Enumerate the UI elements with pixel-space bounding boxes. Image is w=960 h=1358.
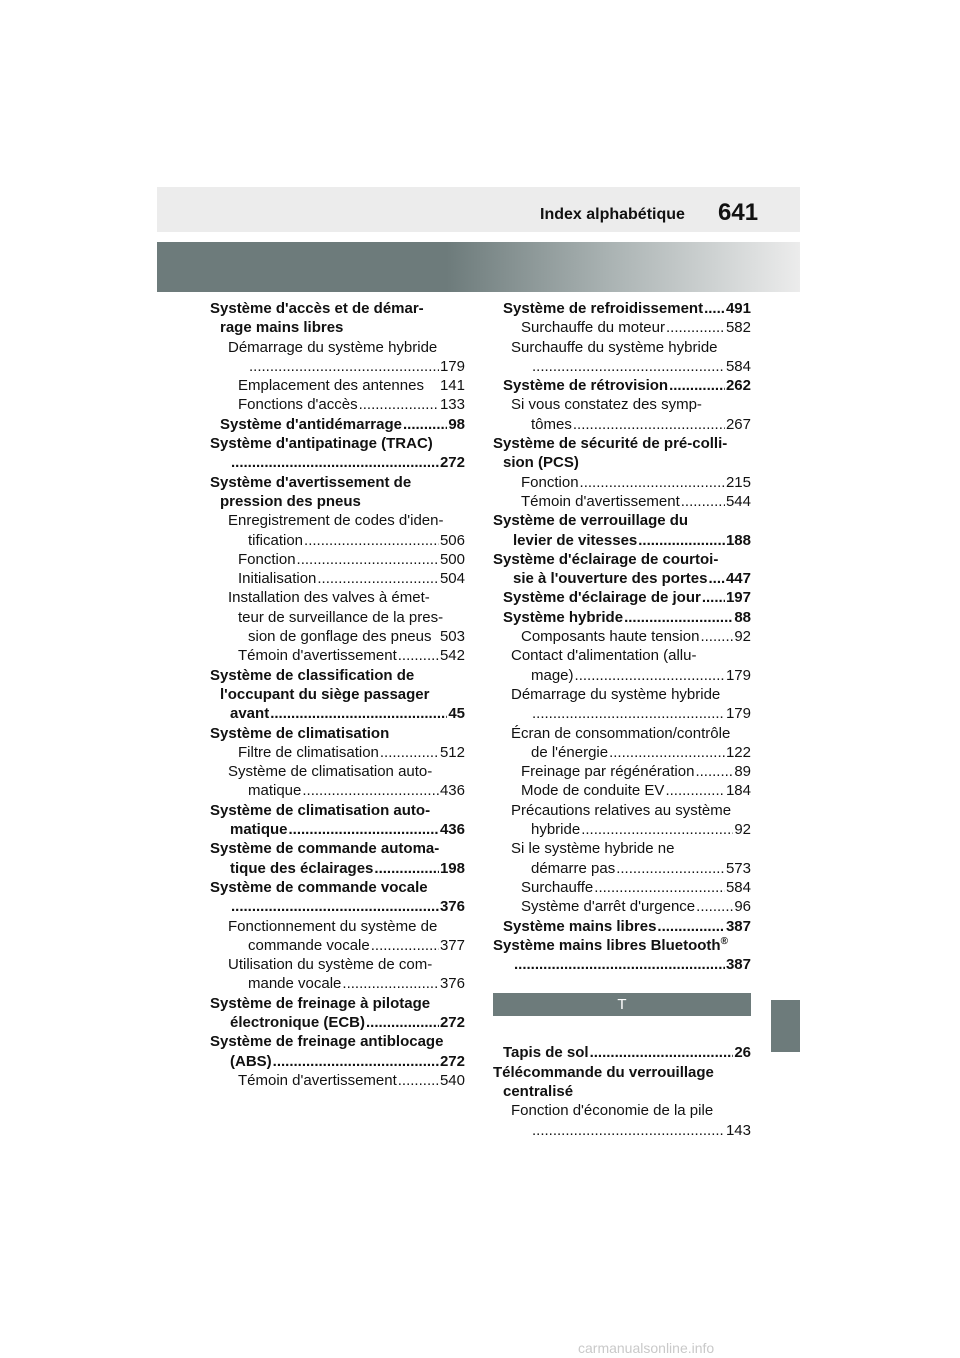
dot-leader	[575, 666, 725, 685]
entry-text: Surchauffe du moteur	[521, 319, 665, 337]
watermark: carmanualsonline.info	[578, 1340, 715, 1356]
index-entry	[210, 1013, 465, 1032]
entry-text: Surchauffe	[521, 878, 594, 896]
index-subentry	[210, 357, 465, 376]
dot-leader	[702, 588, 725, 607]
dot-leader	[573, 415, 725, 434]
page-reference: 89	[734, 763, 751, 781]
index-subentry	[493, 415, 751, 434]
entry-text: Système de climatisation auto-	[210, 801, 431, 819]
dot-leader	[249, 357, 439, 376]
page-number: 641	[718, 199, 759, 226]
index-entry	[210, 685, 465, 704]
entry-text: Écran de consommation/contrôle	[511, 724, 731, 742]
dot-leader	[371, 936, 439, 955]
entry-text: Précautions relatives au système	[511, 801, 732, 819]
dot-leader	[665, 781, 725, 800]
page-reference: 198	[439, 859, 465, 877]
index-entry	[493, 955, 751, 974]
entry-text: Composants haute tension	[521, 628, 700, 646]
page-reference: 272	[439, 1052, 465, 1070]
index-subentry	[210, 917, 465, 936]
dot-leader	[273, 1052, 439, 1071]
entry-text: centralisé	[503, 1082, 574, 1100]
page-reference: 272	[439, 454, 465, 472]
page-reference: 141	[439, 377, 465, 395]
index-subentry	[493, 357, 751, 376]
index-entry	[493, 453, 751, 472]
index-entry	[210, 492, 465, 511]
page-reference: 179	[439, 357, 465, 375]
index-subentry	[493, 1101, 751, 1120]
dot-leader	[366, 1013, 439, 1032]
dot-leader	[514, 955, 725, 974]
dot-leader	[317, 569, 439, 588]
index-entry	[210, 415, 465, 434]
index-entry	[210, 820, 465, 839]
index-entry	[210, 434, 465, 453]
page-reference: 500	[439, 550, 465, 568]
dot-leader	[624, 608, 733, 627]
index-entry	[493, 511, 751, 530]
index-subentry	[493, 859, 751, 878]
page-reference: 96	[734, 898, 751, 916]
index-subentry	[493, 762, 751, 781]
entry-text: Mode de conduite EV	[521, 782, 665, 800]
index-subentry	[493, 839, 751, 858]
index-subentry	[493, 338, 751, 357]
entry-text: Système de climatisation auto-	[228, 763, 433, 781]
page-reference: 447	[725, 570, 751, 588]
page-reference: 184	[725, 782, 751, 800]
entry-text: Système de sécurité de pré-colli-	[493, 435, 728, 453]
index-subentry	[210, 569, 465, 588]
page-reference: 436	[439, 821, 465, 839]
page-reference: 573	[725, 859, 751, 877]
dot-leader	[666, 318, 725, 337]
index-subentry	[493, 627, 751, 646]
page-reference: 98	[448, 415, 465, 433]
page-reference: 267	[725, 415, 751, 433]
page-reference: 92	[734, 628, 751, 646]
index-subentry	[210, 762, 465, 781]
index-entry	[493, 376, 751, 395]
entry-text: teur de surveillance de la pres-	[238, 608, 444, 626]
page-reference: 584	[725, 878, 751, 896]
index-subentry	[210, 531, 465, 550]
dot-leader	[580, 473, 725, 492]
entry-text: Fonctions d'accès	[238, 396, 358, 414]
page-reference: 506	[439, 531, 465, 549]
page-title: Index alphabétique	[540, 206, 685, 223]
entry-text: Télécommande du verrouillage	[493, 1063, 714, 1081]
dot-leader	[342, 974, 439, 993]
index-subentry	[493, 820, 751, 839]
index-entry	[210, 994, 465, 1013]
page-reference: 376	[439, 898, 465, 916]
entry-text: Système d'accès et de démar-	[210, 300, 424, 317]
entry-text: Système d'éclairage de courtoi-	[493, 550, 719, 568]
index-entry	[493, 1082, 751, 1101]
entry-text: Système de classification de	[210, 666, 415, 684]
dot-leader	[700, 627, 733, 646]
index-subentry	[210, 781, 465, 800]
entry-text: (ABS)	[230, 1052, 272, 1070]
page-reference: 133	[439, 396, 465, 414]
index-subentry	[493, 781, 751, 800]
index-subentry	[493, 395, 751, 414]
entry-text: l'occupant du siège passager	[220, 685, 430, 703]
page-reference: 491	[725, 300, 751, 317]
index-subentry	[493, 704, 751, 723]
dot-leader	[616, 859, 725, 878]
dot-leader	[681, 492, 725, 511]
entry-text: tômes	[531, 415, 572, 433]
index-entry	[210, 1052, 465, 1071]
index-entry	[493, 550, 751, 569]
registered-mark: ®	[720, 935, 728, 947]
entry-text: sie à l'ouverture des portes	[513, 570, 708, 588]
entry-text: Contact d'alimentation (allu-	[511, 647, 697, 665]
index-subentry	[210, 395, 465, 414]
index-subentry	[493, 801, 751, 820]
entry-text: tique des éclairages	[230, 859, 374, 877]
entry-text: Système hybride	[503, 608, 624, 626]
index-subentry	[210, 511, 465, 530]
entry-text: Si le système hybride ne	[511, 840, 675, 858]
entry-text: Fonction	[521, 473, 579, 491]
page-reference: 544	[725, 492, 751, 510]
page-reference: 436	[439, 782, 465, 800]
index-subentry	[493, 492, 751, 511]
page-reference: 504	[439, 570, 465, 588]
index-entry	[210, 473, 465, 492]
entry-text: Système de rétrovision	[503, 377, 669, 395]
index-subentry	[493, 473, 751, 492]
index-entry	[493, 608, 751, 627]
page-reference: 262	[725, 377, 751, 395]
dot-leader	[532, 1121, 725, 1140]
header-band	[157, 187, 800, 232]
index-column-right	[493, 299, 751, 1140]
index-entry	[210, 801, 465, 820]
dot-leader	[669, 376, 725, 395]
dot-leader	[374, 859, 439, 878]
index-entry	[493, 569, 751, 588]
index-entry	[210, 666, 465, 685]
entry-text: Surchauffe du système hybride	[511, 338, 718, 356]
page-reference: 512	[439, 743, 465, 761]
section-letter: T	[493, 993, 751, 1016]
page-reference: 272	[439, 1013, 465, 1031]
entry-text: Démarrage du système hybride	[228, 338, 438, 356]
entry-text: de l'énergie	[531, 743, 609, 761]
page-reference: 584	[725, 357, 751, 375]
entry-text: Témoin d'avertissement	[238, 1071, 397, 1089]
index-subentry	[210, 608, 465, 627]
index-subentry	[493, 743, 751, 762]
dot-leader	[270, 704, 447, 723]
entry-text: Témoin d'avertissement	[238, 647, 397, 665]
index-entry	[210, 878, 465, 897]
page-reference: 540	[439, 1071, 465, 1089]
page-reference: 197	[725, 589, 751, 607]
page-reference: 188	[725, 531, 751, 549]
page-reference: 88	[734, 608, 751, 626]
entry-text: sion (PCS)	[503, 454, 579, 472]
page-reference: 143	[725, 1121, 751, 1139]
index-subentry	[210, 974, 465, 993]
entry-text: Système d'antidémarrage	[220, 415, 402, 433]
index-entry	[493, 1043, 751, 1062]
index-entry	[210, 724, 465, 743]
index-subentry	[493, 1121, 751, 1140]
entry-text: Emplacement des antennes	[238, 377, 424, 395]
entry-text: Installation des valves à émet-	[228, 589, 430, 607]
entry-text: mage)	[531, 666, 574, 684]
page-reference: 582	[725, 319, 751, 337]
index-subentry	[493, 685, 751, 704]
dot-leader	[231, 897, 439, 916]
page-reference: 45	[448, 705, 465, 723]
entry-text: Système d'antipatinage (TRAC)	[210, 435, 433, 453]
entry-text: Enregistrement de codes d'iden-	[228, 512, 444, 530]
index-subentry	[493, 666, 751, 685]
page-reference: 26	[734, 1044, 751, 1062]
entry-text: Si vous constatez des symp-	[511, 396, 702, 414]
page-reference: 377	[439, 936, 465, 954]
index-subentry	[210, 627, 465, 646]
dot-leader	[398, 646, 439, 665]
dot-leader	[359, 395, 439, 414]
entry-text: rage mains libres	[220, 319, 344, 337]
entry-text: démarre pas	[531, 859, 616, 877]
page-reference: 376	[439, 975, 465, 993]
page-reference: 542	[439, 647, 465, 665]
dot-leader	[594, 878, 725, 897]
index-entry	[210, 299, 465, 318]
entry-text: Système de freinage à pilotage	[210, 994, 431, 1012]
entry-text: Initialisation	[238, 570, 317, 588]
entry-text: Fonction	[238, 550, 296, 568]
page-reference: 387	[725, 917, 751, 935]
index-entry	[210, 839, 465, 858]
index-subentry	[210, 743, 465, 762]
entry-text: Système mains libres	[503, 917, 657, 935]
index-subentry	[210, 955, 465, 974]
entry-text: Système mains libres Bluetooth	[493, 936, 721, 954]
dot-leader	[696, 897, 733, 916]
dot-leader	[657, 917, 725, 936]
index-subentry	[493, 878, 751, 897]
entry-text: Tapis de sol	[503, 1044, 589, 1062]
chapter-bar	[157, 242, 800, 292]
index-entry	[493, 434, 751, 453]
page-reference: 122	[725, 743, 751, 761]
index-subentry	[493, 724, 751, 743]
entry-text: Témoin d'avertissement	[521, 492, 680, 510]
entry-text: matique	[230, 821, 288, 839]
entry-text: Système de climatisation	[210, 724, 390, 742]
dot-leader	[609, 743, 725, 762]
dot-leader	[403, 415, 447, 434]
entry-text: hybride	[531, 821, 581, 839]
entry-text: Fonctionnement du système de	[228, 917, 438, 935]
index-entry	[493, 917, 751, 936]
index-subentry	[493, 646, 751, 665]
entry-text: matique	[248, 782, 302, 800]
index-entry	[210, 318, 465, 337]
entry-text: Système d'avertissement de	[210, 473, 412, 491]
entry-text: sion de gonflage des pneus	[248, 628, 432, 646]
dot-leader	[297, 550, 439, 569]
entry-text: mande vocale	[248, 975, 342, 993]
dot-leader	[695, 762, 733, 781]
page-reference: 215	[725, 473, 751, 491]
index-subentry	[210, 646, 465, 665]
entry-text: commande vocale	[248, 936, 370, 954]
index-entry	[210, 1032, 465, 1051]
index-column-left	[210, 299, 465, 1090]
dot-leader	[532, 704, 725, 723]
index-entry	[493, 1063, 751, 1082]
dot-leader	[398, 1071, 439, 1090]
entry-text: Système de commande automa-	[210, 840, 440, 858]
dot-leader	[304, 531, 439, 550]
entry-text: Fonction d'économie de la pile	[511, 1102, 714, 1120]
index-entry	[493, 936, 751, 955]
page-reference: 503	[439, 628, 465, 646]
index-entry	[493, 531, 751, 550]
entry-text: Système de verrouillage du	[493, 512, 689, 530]
index-subentry	[210, 588, 465, 607]
index-entry	[210, 704, 465, 723]
page-reference: 179	[725, 705, 751, 723]
entry-text: Système de refroidissement	[503, 300, 704, 317]
dot-leader	[590, 1043, 734, 1062]
entry-text: Système de commande vocale	[210, 878, 428, 896]
index-entry	[493, 299, 751, 318]
index-subentry	[210, 936, 465, 955]
dot-leader	[380, 743, 439, 762]
page-reference: 387	[725, 956, 751, 974]
dot-leader	[581, 820, 733, 839]
entry-text: Système d'arrêt d'urgence	[521, 898, 696, 916]
dot-leader	[708, 569, 724, 588]
dot-leader	[704, 299, 725, 318]
index-entry	[210, 453, 465, 472]
entry-text: avant	[230, 705, 270, 723]
index-subentry	[493, 318, 751, 337]
index-subentry	[210, 376, 465, 395]
index-subentry	[210, 550, 465, 569]
entry-text: Démarrage du système hybride	[511, 685, 721, 703]
chapter-side-tab	[771, 1000, 800, 1052]
index-subentry	[210, 338, 465, 357]
entry-text: pression des pneus	[220, 492, 361, 510]
dot-leader	[289, 820, 439, 839]
dot-leader	[638, 531, 725, 550]
entry-text: tification	[248, 531, 304, 549]
index-subentry	[493, 897, 751, 916]
entry-text: Freinage par régénération	[521, 763, 695, 781]
entry-text: levier de vitesses	[513, 531, 638, 549]
index-entry	[210, 859, 465, 878]
dot-leader	[231, 453, 439, 472]
page-reference: 179	[725, 666, 751, 684]
entry-text: Système de freinage antiblocage	[210, 1033, 444, 1051]
entry-text: Système d'éclairage de jour	[503, 589, 701, 607]
page-reference: 92	[734, 821, 751, 839]
entry-text: Filtre de climatisation	[238, 743, 379, 761]
dot-leader	[302, 781, 439, 800]
dot-leader	[532, 357, 725, 376]
entry-text: électronique (ECB)	[230, 1013, 366, 1031]
index-subentry	[210, 1071, 465, 1090]
entry-text: Utilisation du système de com-	[228, 956, 433, 974]
index-entry	[210, 897, 465, 916]
index-entry	[493, 588, 751, 607]
